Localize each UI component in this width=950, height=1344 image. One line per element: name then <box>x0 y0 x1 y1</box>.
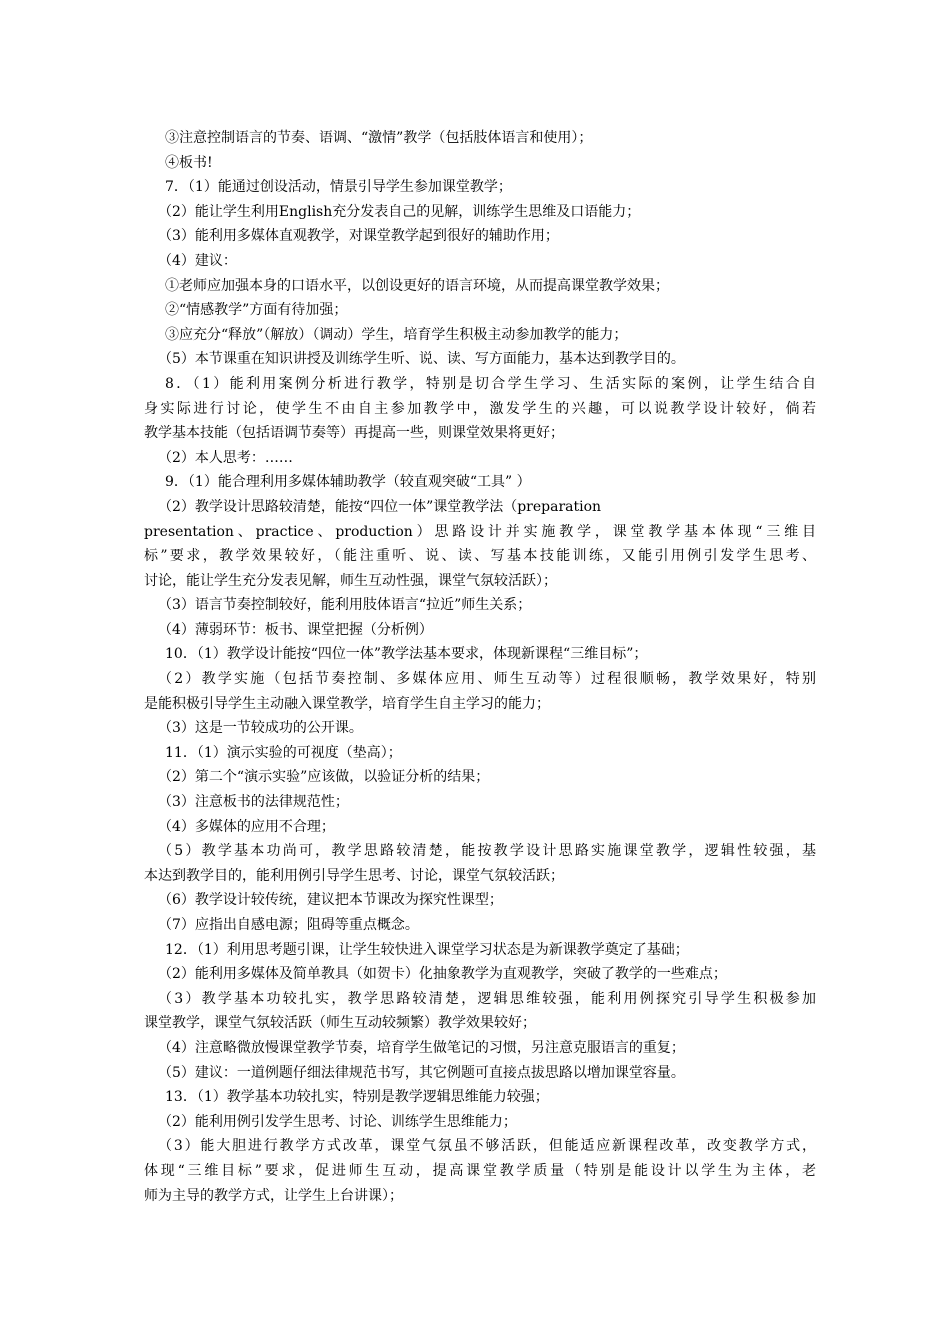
text-line: （2）能利用多媒体及简单教具（如贺卡）化抽象教学为直观教学，突破了教学的一些难点； <box>158 966 727 983</box>
text-line: （4）薄弱环节：板书、课堂把握（分析例） <box>158 621 433 638</box>
text-line: （4）多媒体的应用不合理； <box>158 818 335 835</box>
text-line: （2）本人思考：…… <box>158 449 293 466</box>
text-line: （5）建议：一道例题仔细法律规范书写，其它例题可直接点拔思路以增加课堂容量。 <box>158 1064 685 1081</box>
text-line: （7）应指出自感电源；阻碍等重点概念。 <box>158 917 419 933</box>
text-line: 10．（1）教学设计能按“四位一体”教学法基本要求，体现新课程“三维目标”； <box>165 646 648 663</box>
text-line: ③注意控制语言的节奏、语调、“激情”教学（包括肢体语言和使用）； <box>165 130 593 146</box>
text-line: 8．（1）能利用案例分析进行教学，特别是切合学生学习、生活实际的案例，让学生结合自 <box>165 375 816 392</box>
text-line: （2）能利用例引发学生思考、讨论、训练学生思维能力； <box>158 1113 517 1130</box>
text-line: （2）教学实施（包括节奏控制、多媒体应用、师生互动等）过程很顺畅，教学效果好，特别 <box>158 671 816 688</box>
text-line: 12．（1）利用思考题引课，让学生较快进入课堂学习状态是为新课教学奠定了基础； <box>165 941 689 958</box>
text-line: （2）能让学生利用English充分发表自己的见解，训练学生思维及口语能力； <box>158 203 641 220</box>
text-line: 13．（1）教学基本功较扎实，特别是教学逻辑思维能力较强； <box>165 1089 549 1106</box>
text-line: （2）教学设计思路较清楚，能按“四位一体”课堂教学法（preparation <box>158 498 602 515</box>
text-line: （2）第二个“演示实验”应该做，以验证分析的结果； <box>158 769 490 786</box>
text-line: 师为主导的教学方式，让学生上台讲课）； <box>144 1187 403 1204</box>
text-line: （3）注意板书的法律规范性； <box>158 794 349 811</box>
text-line: （4）建议： <box>158 252 237 269</box>
text-line: 是能积极引导学生主动融入课堂教学，培育学生自主学习的能力； <box>144 695 550 712</box>
text-line: ④板书! <box>165 154 213 171</box>
text-line: ③应充分“释放”（解放）（调动）学生，培育学生积极主动参加教学的能力； <box>165 326 628 343</box>
text-line: 标”要求，教学效果较好，（能注重听、说、读、写基本技能训练，又能引用例引发学生思考、 <box>144 548 816 565</box>
text-line: ②“情感教学”方面有待加强； <box>165 302 348 319</box>
text-line: presentation、practice、production）思路设计并实施教学，课堂教学基本体现“三维目 <box>144 523 816 540</box>
text-line: 讨论，能让学生充分发表见解，师生互动性强，课堂气氛较活跃）； <box>144 572 557 589</box>
text-line: （6）教学设计较传统，建议把本节课改为探究性课型； <box>158 892 503 909</box>
text-line: （3）教学基本功较扎实，教学思路较清楚，逻辑思维较强，能利用例探究引导学生积极参加 <box>158 990 816 1007</box>
text-line: ①老师应加强本身的口语水平，以创设更好的语言环境，从而提高课堂教学效果； <box>165 277 669 294</box>
text-line: 教学基本技能（包括语调节奏等）再提高一些，则课堂效果将更好； <box>144 425 564 442</box>
text-line: （4）注意略微放慢课堂教学节奏，培育学生做笔记的习惯，另注意克服语言的重复； <box>158 1039 685 1056</box>
text-line: （3）这是一节较成功的公开课。 <box>158 720 363 737</box>
text-line: 11．（1）演示实验的可视度（垫高）； <box>165 744 402 761</box>
text-line: 本达到教学目的，能利用例引导学生思考、讨论，课堂气氛较活跃； <box>144 867 564 884</box>
text-line: 体现“三维目标”要求，促进师生互动，提高课堂教学质量（特别是能设计以学生为主体，老 <box>144 1162 816 1179</box>
text-line: （3）能大胆进行教学方式改革，课堂气氛虽不够活跃，但能适应新课程改革，改变教学方式， <box>158 1138 816 1155</box>
text-line: （5）本节课重在知识讲授及训练学生听、说、读、写方面能力，基本达到教学目的。 <box>158 351 685 368</box>
text-line: （3）能利用多媒体直观教学，对课堂教学起到很好的辅助作用； <box>158 228 559 245</box>
text-line: （5）教学基本功尚可，教学思路较清楚，能按教学设计思路实施课堂教学，逻辑性较强，基 <box>158 843 816 860</box>
text-line: 身实际进行讨论，使学生不由自主参加教学中，激发学生的兴趣，可以说教学设计较好，倘若 <box>144 400 816 417</box>
text-line: 7．（1）能通过创设活动，情景引导学生参加课堂教学； <box>165 179 512 196</box>
text-line: 课堂教学，课堂气氛较活跃（师生互动较频繁）教学效果较好； <box>144 1015 536 1032</box>
text-line: （3）语言节奏控制较好，能利用肢体语言“拉近”师生关系； <box>158 597 532 614</box>
text-line: 9．（1）能合理利用多媒体辅助教学（较直观突破“工具” ） <box>165 474 531 491</box>
document-page <box>144 126 816 1208</box>
